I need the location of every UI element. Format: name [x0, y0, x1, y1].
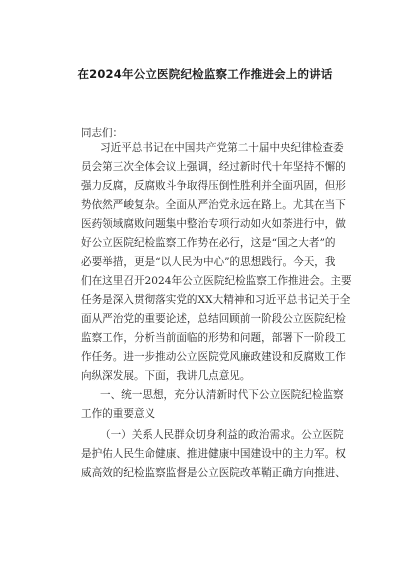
body-line-2: 员会第三次全体会议上强调，经过新时代十年坚持不懈的 [81, 161, 346, 173]
body-line-9: 任务是深入贯彻落实党的XX大精神和习近平总书记关于全 [81, 294, 351, 306]
section-heading-1: 一、统一思想，充分认清新时代下公立医院纪检监察 [100, 389, 344, 401]
body-line-4: 势依然严峻复杂。全面从严治党永远在路上。尤其在当下 [81, 199, 346, 211]
body-line-8: 们在这里召开2024年公立医院纪检监察工作推进会。主要 [81, 275, 352, 287]
section-heading-1-cont: 工作的重要意义 [81, 408, 156, 420]
subsection-line-1: （一）关系人民群众切身利益的政治需求。公立医院 [100, 429, 344, 441]
subsection-line-2: 是护佑人民生命健康、推进健康中国建设中的主力军。权 [81, 448, 346, 460]
body-line-13: 向纵深发展。下面，我讲几点意见。 [81, 370, 251, 382]
body-line-6: 好公立医院纪检监察工作势在必行，这是“国之大者”的 [81, 237, 336, 249]
subsection-line-3: 威高效的纪检监察监督是公立医院改革鞘正确方向推进、 [81, 467, 346, 479]
body-line-5: 医药领域腐败问题集中整治专项行动如火如荼进行中，做 [81, 218, 346, 230]
body-line-1: 习近平总书记在中国共产党第二十届中央纪律检查委 [100, 142, 344, 154]
body-line-10: 面从严治党的重要论述，总结回顾前一阶段公立医院纪检 [81, 313, 346, 325]
document-title: 在2024年公立医院纪检监察工作推进会上的讲话 [77, 67, 333, 81]
body-line-3: 强力反腐，反腐败斗争取得压倒性胜利并全面巩固，但形 [81, 180, 346, 192]
body-line-11: 监察工作，分析当前面临的形势和问题，部署下一阶段工 [81, 332, 346, 344]
body-line-7: 必要举措，更是“以人民为中心”的思想践行。今天，我 [81, 256, 336, 268]
salutation: 同志们： [81, 127, 123, 139]
body-line-12: 作任务。进一步推动公立医院党风廉政建设和反腐败工作 [81, 351, 346, 363]
